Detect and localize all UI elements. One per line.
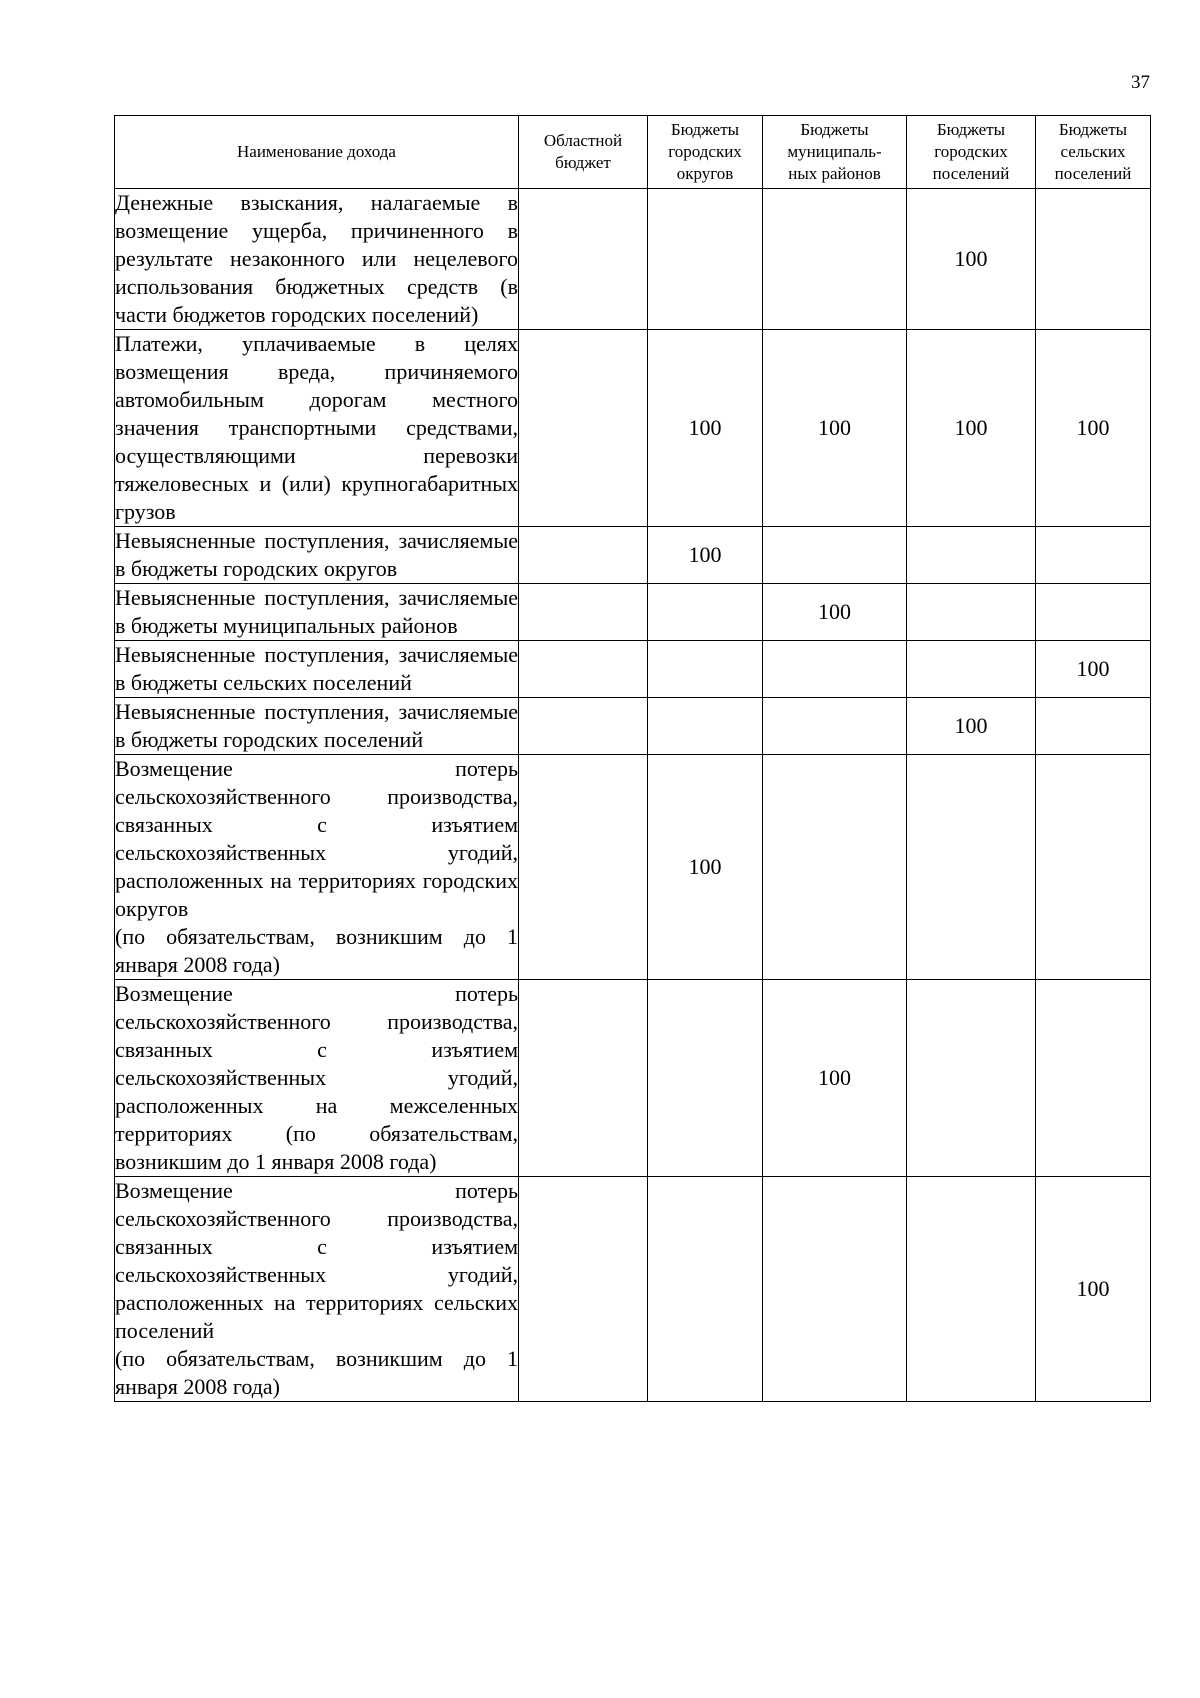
value-cell-rural-settlement: 100 — [1036, 641, 1151, 698]
header-urban-settlement-budgets: Бюджеты городских поселений — [907, 116, 1036, 189]
value-cell-regional — [519, 641, 648, 698]
value-cell-municipal-district: 100 — [763, 330, 907, 527]
value-cell-municipal-district — [763, 698, 907, 755]
table-row — [115, 980, 1151, 1177]
table-row — [115, 641, 1151, 698]
value-cell-city-district — [648, 189, 763, 330]
value-cell-municipal-district: 100 — [763, 980, 907, 1177]
value-cell-municipal-district — [763, 1177, 907, 1402]
value-cell-rural-settlement — [1036, 189, 1151, 330]
value-cell-city-district — [648, 641, 763, 698]
value-cell-urban-settlement — [907, 755, 1036, 980]
revenue-name-cell: Денежные взыскания, налагаемые в возмещение ущерба, причиненного в результате незаконного или нецелевого использования бюджетных средств (в части бюджетов городских поселений) — [115, 189, 519, 330]
revenue-name-cell: Невыясненные поступления, зачисляемые в бюджеты муниципальных районов — [115, 584, 519, 641]
value-cell-rural-settlement: 100 — [1036, 330, 1151, 527]
table-row — [115, 189, 1151, 330]
value-cell-rural-settlement — [1036, 755, 1151, 980]
value-cell-rural-settlement — [1036, 527, 1151, 584]
value-cell-urban-settlement — [907, 980, 1036, 1177]
header-regional-budget: Областной бюджет — [519, 116, 648, 189]
revenue-name-cell: Невыясненные поступления, зачисляемые в бюджеты сельских поселений — [115, 641, 519, 698]
table-row — [115, 584, 1151, 641]
value-cell-regional — [519, 1177, 648, 1402]
value-cell-urban-settlement — [907, 527, 1036, 584]
revenue-name-cell: Возмещение потерь сельскохозяйственного производства, связанных с изъятием сельскохозяйственных угодий, расположенных на территориях городских округов (по обязательствам, возникшим до 1 января 2008 года) — [115, 755, 519, 980]
revenue-name-cell: Невыясненные поступления, зачисляемые в бюджеты городских поселений — [115, 698, 519, 755]
revenue-name-cell: Платежи, уплачиваемые в целях возмещения вреда, причиняемого автомобильным дорогам местного значения транспортными средствами, осуществляющими перевозки тяжеловесных и (или) крупногабаритных грузов — [115, 330, 519, 527]
table-header-row — [115, 116, 1151, 189]
value-cell-urban-settlement — [907, 641, 1036, 698]
value-cell-regional — [519, 755, 648, 980]
header-city-district-budgets: Бюджеты городских округов — [648, 116, 763, 189]
table-row — [115, 527, 1151, 584]
header-municipal-district-budgets: Бюджеты муниципаль- ных районов — [763, 116, 907, 189]
value-cell-rural-settlement — [1036, 584, 1151, 641]
value-cell-city-district: 100 — [648, 330, 763, 527]
value-cell-municipal-district — [763, 189, 907, 330]
value-cell-regional — [519, 698, 648, 755]
value-cell-regional — [519, 527, 648, 584]
table-row — [115, 1177, 1151, 1402]
table-row — [115, 698, 1151, 755]
value-cell-municipal-district — [763, 755, 907, 980]
table-row — [115, 755, 1151, 980]
value-cell-city-district — [648, 698, 763, 755]
header-rural-settlement-budgets: Бюджеты сельских поселений — [1036, 116, 1151, 189]
value-cell-regional — [519, 189, 648, 330]
value-cell-city-district: 100 — [648, 755, 763, 980]
value-cell-regional — [519, 584, 648, 641]
value-cell-city-district — [648, 980, 763, 1177]
revenue-name-cell: Возмещение потерь сельскохозяйственного производства, связанных с изъятием сельскохозяйственных угодий, расположенных на межселенных территориях (по обязательствам, возникшим до 1 января 2008 года) — [115, 980, 519, 1177]
revenue-name-cell: Невыясненные поступления, зачисляемые в бюджеты городских округов — [115, 527, 519, 584]
value-cell-regional — [519, 330, 648, 527]
page-number: 37 — [1131, 72, 1150, 93]
value-cell-urban-settlement: 100 — [907, 189, 1036, 330]
revenue-name-cell: Возмещение потерь сельскохозяйственного производства, связанных с изъятием сельскохозяйственных угодий, расположенных на территориях сельских поселений (по обязательствам, возникшим до 1 января 2008 года) — [115, 1177, 519, 1402]
revenue-distribution-table — [114, 115, 1151, 1402]
value-cell-urban-settlement: 100 — [907, 698, 1036, 755]
value-cell-municipal-district — [763, 527, 907, 584]
value-cell-rural-settlement — [1036, 980, 1151, 1177]
header-revenue-name: Наименование дохода — [115, 116, 519, 189]
value-cell-city-district — [648, 1177, 763, 1402]
value-cell-urban-settlement: 100 — [907, 330, 1036, 527]
table-row — [115, 330, 1151, 527]
value-cell-urban-settlement — [907, 584, 1036, 641]
value-cell-rural-settlement — [1036, 698, 1151, 755]
value-cell-urban-settlement — [907, 1177, 1036, 1402]
value-cell-city-district — [648, 584, 763, 641]
value-cell-city-district: 100 — [648, 527, 763, 584]
value-cell-municipal-district — [763, 641, 907, 698]
value-cell-municipal-district: 100 — [763, 584, 907, 641]
value-cell-rural-settlement: 100 — [1036, 1177, 1151, 1402]
value-cell-regional — [519, 980, 648, 1177]
